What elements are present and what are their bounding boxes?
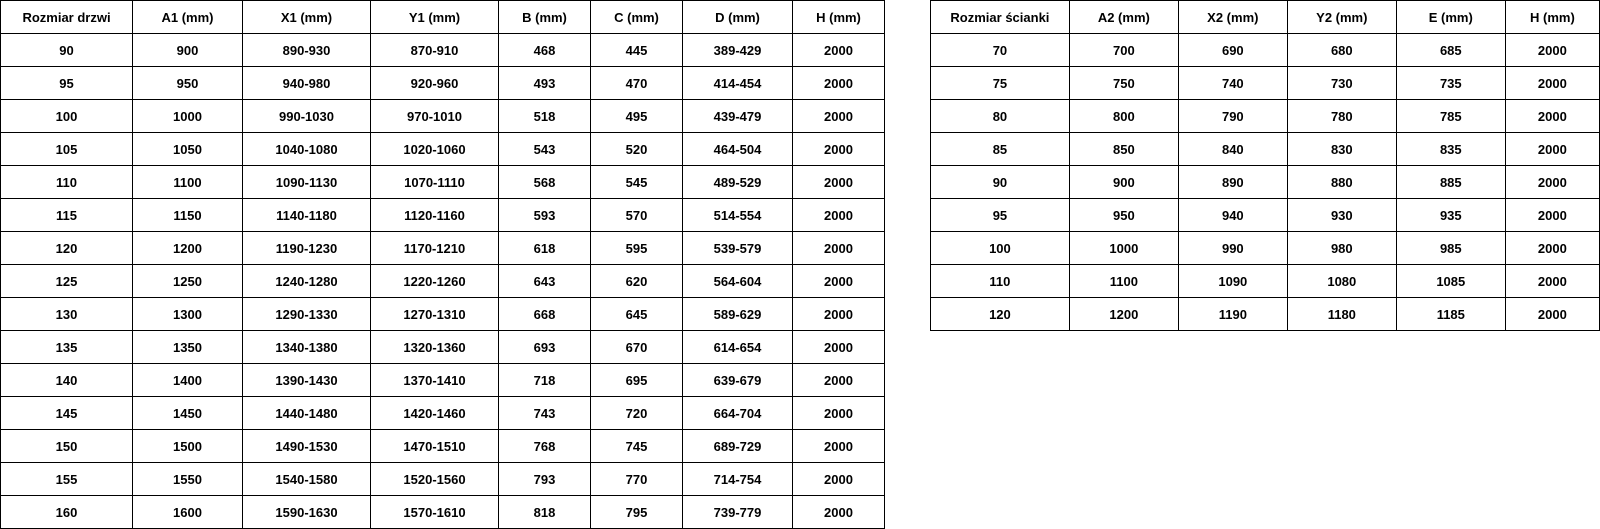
cell: 950 xyxy=(133,67,243,100)
cell: 770 xyxy=(591,463,683,496)
cell: 110 xyxy=(1,166,133,199)
cell: 1440-1480 xyxy=(243,397,371,430)
cell: 690 xyxy=(1178,34,1287,67)
cell: 2000 xyxy=(793,100,885,133)
cell: 2000 xyxy=(793,430,885,463)
cell: 389-429 xyxy=(683,34,793,67)
cell: 785 xyxy=(1396,100,1505,133)
cell: 1240-1280 xyxy=(243,265,371,298)
table-row xyxy=(1,298,885,331)
cell: 880 xyxy=(1287,166,1396,199)
walls-table-header xyxy=(931,1,1600,34)
cell: 439-479 xyxy=(683,100,793,133)
cell: 100 xyxy=(931,232,1070,265)
walls-dimensions-table xyxy=(930,0,1600,331)
cell: 1190 xyxy=(1178,298,1287,331)
cell: 1200 xyxy=(1069,298,1178,331)
cell: 2000 xyxy=(793,67,885,100)
cell: 2000 xyxy=(1505,166,1599,199)
cell: 2000 xyxy=(793,232,885,265)
cell: 614-654 xyxy=(683,331,793,364)
cell: 160 xyxy=(1,496,133,529)
cell: 780 xyxy=(1287,100,1396,133)
cell: 105 xyxy=(1,133,133,166)
cell: 1100 xyxy=(1069,265,1178,298)
table-row xyxy=(931,166,1600,199)
column-header-rozmiar-drzwi: Rozmiar drzwi xyxy=(1,1,133,34)
cell: 790 xyxy=(1178,100,1287,133)
column-header-h: H (mm) xyxy=(1505,1,1599,34)
cell: 1350 xyxy=(133,331,243,364)
cell: 745 xyxy=(591,430,683,463)
cell: 689-729 xyxy=(683,430,793,463)
cell: 2000 xyxy=(1505,67,1599,100)
table-row xyxy=(1,364,885,397)
cell: 1320-1360 xyxy=(371,331,499,364)
cell: 1220-1260 xyxy=(371,265,499,298)
cell: 570 xyxy=(591,199,683,232)
cell: 100 xyxy=(1,100,133,133)
cell: 643 xyxy=(499,265,591,298)
cell: 714-754 xyxy=(683,463,793,496)
column-header-b: B (mm) xyxy=(499,1,591,34)
cell: 1490-1530 xyxy=(243,430,371,463)
cell: 1200 xyxy=(133,232,243,265)
table-row xyxy=(1,133,885,166)
column-header-y2: Y2 (mm) xyxy=(1287,1,1396,34)
cell: 145 xyxy=(1,397,133,430)
table-row xyxy=(1,496,885,529)
cell: 1570-1610 xyxy=(371,496,499,529)
cell: 150 xyxy=(1,430,133,463)
table-header-row xyxy=(931,1,1600,34)
cell: 2000 xyxy=(793,463,885,496)
cell: 685 xyxy=(1396,34,1505,67)
cell: 718 xyxy=(499,364,591,397)
cell: 950 xyxy=(1069,199,1178,232)
cell: 2000 xyxy=(793,364,885,397)
cell: 470 xyxy=(591,67,683,100)
cell: 1090-1130 xyxy=(243,166,371,199)
table-row xyxy=(1,397,885,430)
cell: 1000 xyxy=(1069,232,1178,265)
column-header-h: H (mm) xyxy=(793,1,885,34)
column-header-x2: X2 (mm) xyxy=(1178,1,1287,34)
cell: 595 xyxy=(591,232,683,265)
cell: 793 xyxy=(499,463,591,496)
cell: 840 xyxy=(1178,133,1287,166)
cell: 795 xyxy=(591,496,683,529)
cell: 1290-1330 xyxy=(243,298,371,331)
cell: 2000 xyxy=(1505,298,1599,331)
cell: 130 xyxy=(1,298,133,331)
cell: 1050 xyxy=(133,133,243,166)
cell: 2000 xyxy=(1505,34,1599,67)
column-header-c: C (mm) xyxy=(591,1,683,34)
cell: 568 xyxy=(499,166,591,199)
cell: 1550 xyxy=(133,463,243,496)
table-row xyxy=(931,100,1600,133)
cell: 935 xyxy=(1396,199,1505,232)
cell: 1170-1210 xyxy=(371,232,499,265)
table-row xyxy=(931,34,1600,67)
cell: 468 xyxy=(499,34,591,67)
cell: 1000 xyxy=(133,100,243,133)
walls-dimensions-table-container xyxy=(930,0,1600,331)
cell: 1520-1560 xyxy=(371,463,499,496)
column-header-a2: A2 (mm) xyxy=(1069,1,1178,34)
table-row xyxy=(931,232,1600,265)
cell: 900 xyxy=(133,34,243,67)
cell: 818 xyxy=(499,496,591,529)
cell: 639-679 xyxy=(683,364,793,397)
doors-table-header xyxy=(1,1,885,34)
cell: 1020-1060 xyxy=(371,133,499,166)
cell: 1470-1510 xyxy=(371,430,499,463)
cell: 1040-1080 xyxy=(243,133,371,166)
table-row xyxy=(1,331,885,364)
column-header-x1: X1 (mm) xyxy=(243,1,371,34)
table-row xyxy=(1,430,885,463)
cell: 495 xyxy=(591,100,683,133)
cell: 750 xyxy=(1069,67,1178,100)
cell: 110 xyxy=(931,265,1070,298)
column-header-d: D (mm) xyxy=(683,1,793,34)
cell: 543 xyxy=(499,133,591,166)
cell: 1085 xyxy=(1396,265,1505,298)
cell: 90 xyxy=(1,34,133,67)
column-header-e: E (mm) xyxy=(1396,1,1505,34)
doors-table-body xyxy=(1,34,885,529)
cell: 700 xyxy=(1069,34,1178,67)
cell: 70 xyxy=(931,34,1070,67)
cell: 80 xyxy=(931,100,1070,133)
cell: 735 xyxy=(1396,67,1505,100)
cell: 835 xyxy=(1396,133,1505,166)
cell: 980 xyxy=(1287,232,1396,265)
cell: 1090 xyxy=(1178,265,1287,298)
cell: 1120-1160 xyxy=(371,199,499,232)
table-row xyxy=(931,133,1600,166)
cell: 900 xyxy=(1069,166,1178,199)
cell: 135 xyxy=(1,331,133,364)
cell: 664-704 xyxy=(683,397,793,430)
cell: 589-629 xyxy=(683,298,793,331)
cell: 970-1010 xyxy=(371,100,499,133)
column-header-y1: Y1 (mm) xyxy=(371,1,499,34)
cell: 1400 xyxy=(133,364,243,397)
cell: 2000 xyxy=(1505,100,1599,133)
cell: 1340-1380 xyxy=(243,331,371,364)
cell: 740 xyxy=(1178,67,1287,100)
cell: 720 xyxy=(591,397,683,430)
cell: 2000 xyxy=(793,496,885,529)
cell: 1390-1430 xyxy=(243,364,371,397)
cell: 1370-1410 xyxy=(371,364,499,397)
cell: 739-779 xyxy=(683,496,793,529)
cell: 618 xyxy=(499,232,591,265)
cell: 120 xyxy=(931,298,1070,331)
cell: 2000 xyxy=(793,166,885,199)
cell: 2000 xyxy=(1505,133,1599,166)
cell: 445 xyxy=(591,34,683,67)
cell: 2000 xyxy=(793,34,885,67)
cell: 95 xyxy=(1,67,133,100)
cell: 890 xyxy=(1178,166,1287,199)
cell: 1450 xyxy=(133,397,243,430)
cell: 1140-1180 xyxy=(243,199,371,232)
cell: 1100 xyxy=(133,166,243,199)
cell: 1500 xyxy=(133,430,243,463)
cell: 518 xyxy=(499,100,591,133)
cell: 920-960 xyxy=(371,67,499,100)
table-row xyxy=(1,166,885,199)
walls-table-body xyxy=(931,34,1600,331)
cell: 1300 xyxy=(133,298,243,331)
cell: 2000 xyxy=(1505,232,1599,265)
cell: 539-579 xyxy=(683,232,793,265)
cell: 1270-1310 xyxy=(371,298,499,331)
cell: 695 xyxy=(591,364,683,397)
cell: 1600 xyxy=(133,496,243,529)
table-row xyxy=(931,199,1600,232)
cell: 1250 xyxy=(133,265,243,298)
cell: 670 xyxy=(591,331,683,364)
cell: 414-454 xyxy=(683,67,793,100)
cell: 985 xyxy=(1396,232,1505,265)
cell: 680 xyxy=(1287,34,1396,67)
cell: 2000 xyxy=(793,397,885,430)
cell: 2000 xyxy=(1505,265,1599,298)
table-row xyxy=(931,265,1600,298)
cell: 1590-1630 xyxy=(243,496,371,529)
cell: 155 xyxy=(1,463,133,496)
cell: 990 xyxy=(1178,232,1287,265)
table-row xyxy=(1,199,885,232)
cell: 85 xyxy=(931,133,1070,166)
cell: 743 xyxy=(499,397,591,430)
cell: 1185 xyxy=(1396,298,1505,331)
cell: 514-554 xyxy=(683,199,793,232)
cell: 1540-1580 xyxy=(243,463,371,496)
cell: 2000 xyxy=(793,298,885,331)
column-header-rozmiar-scianki: Rozmiar ścianki xyxy=(931,1,1070,34)
cell: 140 xyxy=(1,364,133,397)
cell: 1180 xyxy=(1287,298,1396,331)
cell: 1420-1460 xyxy=(371,397,499,430)
cell: 885 xyxy=(1396,166,1505,199)
table-row xyxy=(931,67,1600,100)
cell: 493 xyxy=(499,67,591,100)
cell: 489-529 xyxy=(683,166,793,199)
cell: 620 xyxy=(591,265,683,298)
cell: 668 xyxy=(499,298,591,331)
cell: 990-1030 xyxy=(243,100,371,133)
cell: 2000 xyxy=(793,133,885,166)
cell: 940 xyxy=(1178,199,1287,232)
cell: 930 xyxy=(1287,199,1396,232)
cell: 693 xyxy=(499,331,591,364)
table-header-row xyxy=(1,1,885,34)
cell: 90 xyxy=(931,166,1070,199)
cell: 95 xyxy=(931,199,1070,232)
cell: 2000 xyxy=(793,265,885,298)
cell: 730 xyxy=(1287,67,1396,100)
cell: 120 xyxy=(1,232,133,265)
cell: 2000 xyxy=(793,331,885,364)
cell: 800 xyxy=(1069,100,1178,133)
cell: 545 xyxy=(591,166,683,199)
cell: 1080 xyxy=(1287,265,1396,298)
cell: 464-504 xyxy=(683,133,793,166)
cell: 1070-1110 xyxy=(371,166,499,199)
cell: 564-604 xyxy=(683,265,793,298)
cell: 768 xyxy=(499,430,591,463)
cell: 890-930 xyxy=(243,34,371,67)
cell: 125 xyxy=(1,265,133,298)
table-row xyxy=(1,100,885,133)
table-row xyxy=(1,232,885,265)
column-header-a1: A1 (mm) xyxy=(133,1,243,34)
cell: 830 xyxy=(1287,133,1396,166)
cell: 940-980 xyxy=(243,67,371,100)
cell: 645 xyxy=(591,298,683,331)
cell: 75 xyxy=(931,67,1070,100)
table-row xyxy=(1,265,885,298)
table-row xyxy=(1,67,885,100)
cell: 520 xyxy=(591,133,683,166)
table-row xyxy=(931,298,1600,331)
cell: 1190-1230 xyxy=(243,232,371,265)
table-row xyxy=(1,34,885,67)
cell: 2000 xyxy=(793,199,885,232)
table-row xyxy=(1,463,885,496)
cell: 1150 xyxy=(133,199,243,232)
cell: 2000 xyxy=(1505,199,1599,232)
cell: 115 xyxy=(1,199,133,232)
cell: 593 xyxy=(499,199,591,232)
cell: 870-910 xyxy=(371,34,499,67)
cell: 850 xyxy=(1069,133,1178,166)
